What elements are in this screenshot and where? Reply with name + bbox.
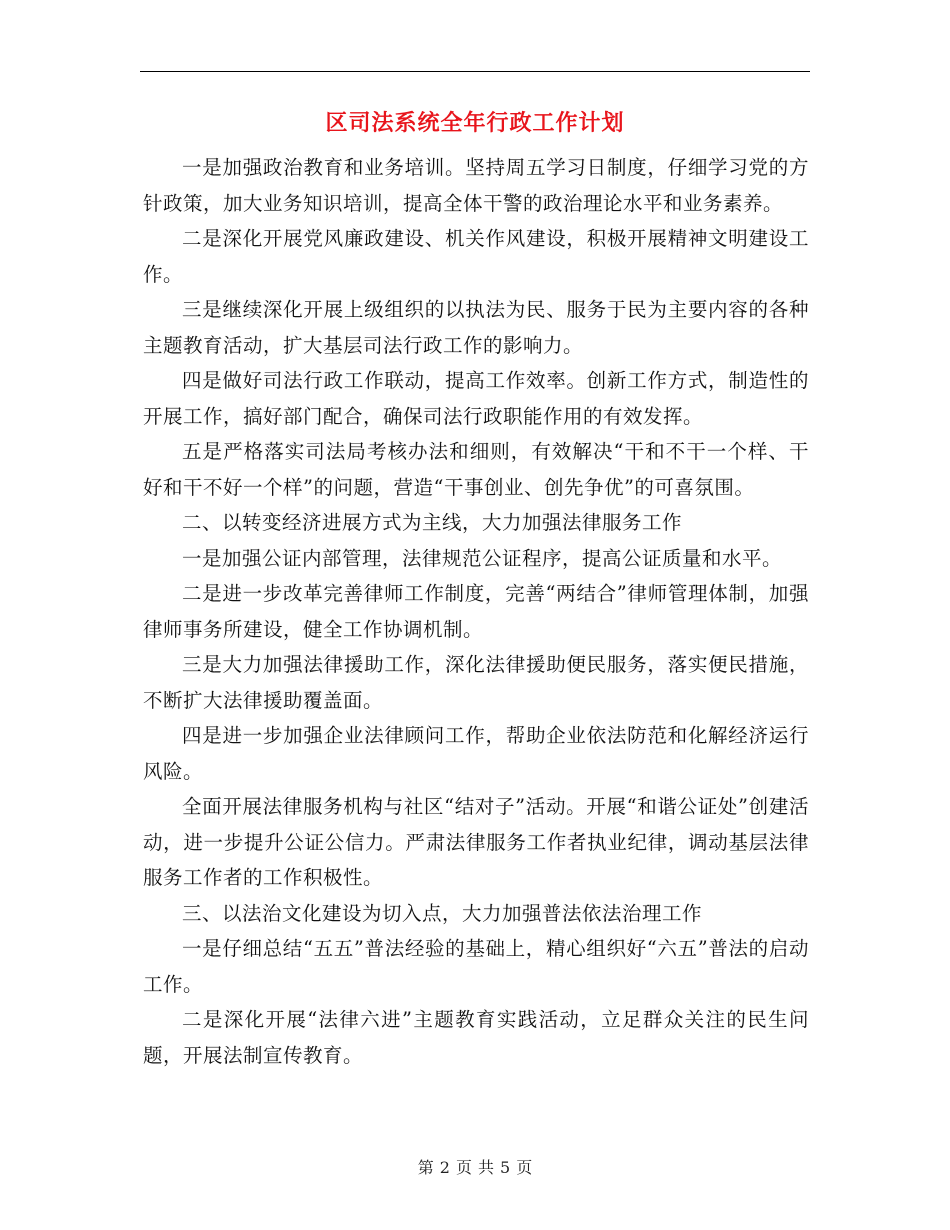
- paragraph: 一是加强政治教育和业务培训。坚持周五学习日制度，仔细学习党的方针政策，加大业务知识培训，提高全体干警的政治理论水平和业务素养。: [143, 156, 809, 215]
- paragraph: 一是仔细总结“五五”普法经验的基础上，精心组织好“六五”普法的启动工作。: [143, 937, 809, 996]
- footer-page-total: 5: [500, 1158, 511, 1177]
- footer-page-prefix: 第: [417, 1158, 434, 1177]
- paragraph: 二是深化开展党风廉政建设、机关作风建设，积极开展精神文明建设工作。: [143, 227, 809, 286]
- paragraph: 一是加强公证内部管理，法律规范公证程序，提高公证质量和水平。: [182, 546, 783, 570]
- paragraph: 五是严格落实司法局考核办法和细则，有效解决“干和不干一个样、干好和干不好一个样”的问题，营造“干事创业、创先争优”的可喜氛围。: [143, 440, 809, 499]
- footer-total-prefix: 共: [478, 1158, 495, 1177]
- footer-total-unit: 页: [516, 1158, 533, 1177]
- paragraph: 三是大力加强法律援助工作，深化法律援助便民服务，落实便民措施，不断扩大法律援助覆盖面。: [143, 653, 809, 712]
- paragraph: 四是进一步加强企业法律顾问工作，帮助企业依法防范和化解经济运行风险。: [143, 724, 809, 783]
- section-heading: 三、以法治文化建设为切入点，大力加强普法依法治理工作: [182, 901, 703, 925]
- document-title: 区司法系统全年行政工作计划: [325, 110, 625, 136]
- paragraph: 全面开展法律服务机构与社区“结对子”活动。开展“和谐公证处”创建活动，进一步提升公证公信力。严肃法律服务工作者执业纪律，调动基层法律服务工作者的工作积极性。: [143, 795, 809, 889]
- document-body: [143, 150, 809, 1073]
- paragraph: 二是进一步改革完善律师工作制度，完善“两结合”律师管理体制，加强律师事务所建设，健全工作协调机制。: [143, 582, 809, 641]
- page-footer: [0, 1155, 950, 1178]
- paragraph: 三是继续深化开展上级组织的以执法为民、服务于民为主要内容的各种主题教育活动，扩大基层司法行政工作的影响力。: [143, 298, 809, 357]
- paragraph: 二是深化开展“法律六进”主题教育实践活动，立足群众关注的民生问题，开展法制宣传教育。: [143, 1008, 809, 1067]
- paragraph: 四是做好司法行政工作联动，提高工作效率。创新工作方式，制造性的开展工作，搞好部门配合，确保司法行政职能作用的有效发挥。: [143, 369, 809, 428]
- footer-page-current: 2: [439, 1158, 450, 1177]
- section-heading: 二、以转变经济进展方式为主线，大力加强法律服务工作: [182, 511, 683, 534]
- footer-page-unit: 页: [455, 1158, 472, 1177]
- header-rule: [140, 71, 810, 72]
